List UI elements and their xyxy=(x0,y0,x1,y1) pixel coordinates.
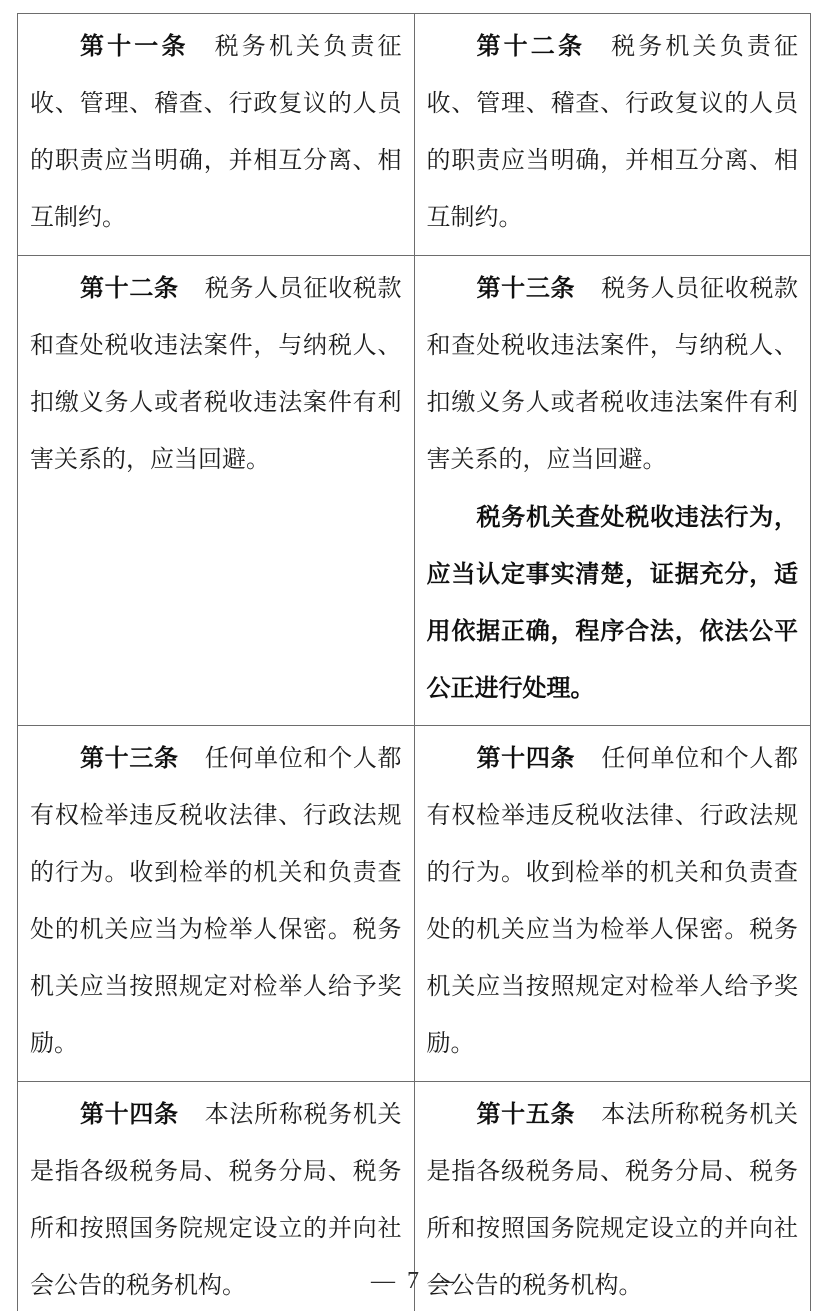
article-text: 任何单位和个人都有权检举违反税收法律、行政法规的行为。收到检举的机关和负责查处的机关应当为检举人保密。税务机关应当按照规定对检举人给予奖励。 xyxy=(30,746,402,1057)
law-article-paragraph xyxy=(30,18,402,247)
article-text: 本法所称税务机关是指各级税务局、税务分局、税务所和按照国务院规定设立的并向社会公告的税务机构。 xyxy=(30,1102,402,1299)
article-number: 第十二条 xyxy=(80,275,179,302)
page-number: — 7 — xyxy=(371,1268,458,1294)
emphasis-paragraph: 税务机关查处税收违法行为，应当认定事实清楚，证据充分，适用依据正确，程序合法，依法公平公正进行处理。 xyxy=(426,504,798,702)
article-number: 第十五条 xyxy=(476,1101,576,1128)
article-text: 任何单位和个人都有权检举违反税收法律、行政法规的行为。收到检举的机关和负责查处的机关应当为检举人保密。税务机关应当按照规定对检举人给予奖励。 xyxy=(426,746,799,1057)
article-number: 第十一条 xyxy=(80,33,189,60)
article-number: 第十四条 xyxy=(80,1101,179,1128)
table-row xyxy=(18,256,811,726)
table-cell-left xyxy=(18,726,415,1082)
comparison-table xyxy=(17,13,811,1311)
table-row xyxy=(18,14,811,256)
table-cell-left xyxy=(18,14,415,256)
table-cell-right xyxy=(414,14,811,256)
law-article-paragraph xyxy=(427,260,799,489)
article-number: 第十四条 xyxy=(476,745,576,772)
table-row xyxy=(18,726,811,1082)
article-text: 税务人员征收税款和查处税收违法案件，与纳税人、扣缴义务人或者税收违法案件有利害关系的，应当回避。 xyxy=(426,276,799,473)
table-cell-left xyxy=(18,256,415,726)
article-number: 第十三条 xyxy=(476,275,576,302)
table-cell-right xyxy=(414,256,811,726)
article-text: 税务人员征收税款和查处税收违法案件，与纳税人、扣缴义务人或者税收违法案件有利害关系的，应当回避。 xyxy=(30,276,402,473)
article-number: 第十二条 xyxy=(476,33,586,60)
article-text: 税务机关负责征收、管理、稽查、行政复议的人员的职责应当明确，并相互分离、相互制约。 xyxy=(30,34,402,231)
article-text: 本法所称税务机关是指各级税务局、税务分局、税务所和按照国务院规定设立的并向社会公告的税务机构。 xyxy=(426,1102,799,1299)
law-article-paragraph xyxy=(30,730,402,1073)
article-text: 税务机关负责征收、管理、稽查、行政复议的人员的职责应当明确，并相互分离、相互制约。 xyxy=(426,34,799,231)
law-article-paragraph xyxy=(427,18,799,247)
article-number: 第十三条 xyxy=(80,745,179,772)
law-article-paragraph xyxy=(30,260,402,489)
table-cell-right xyxy=(414,726,811,1082)
law-article-paragraph xyxy=(427,730,799,1073)
